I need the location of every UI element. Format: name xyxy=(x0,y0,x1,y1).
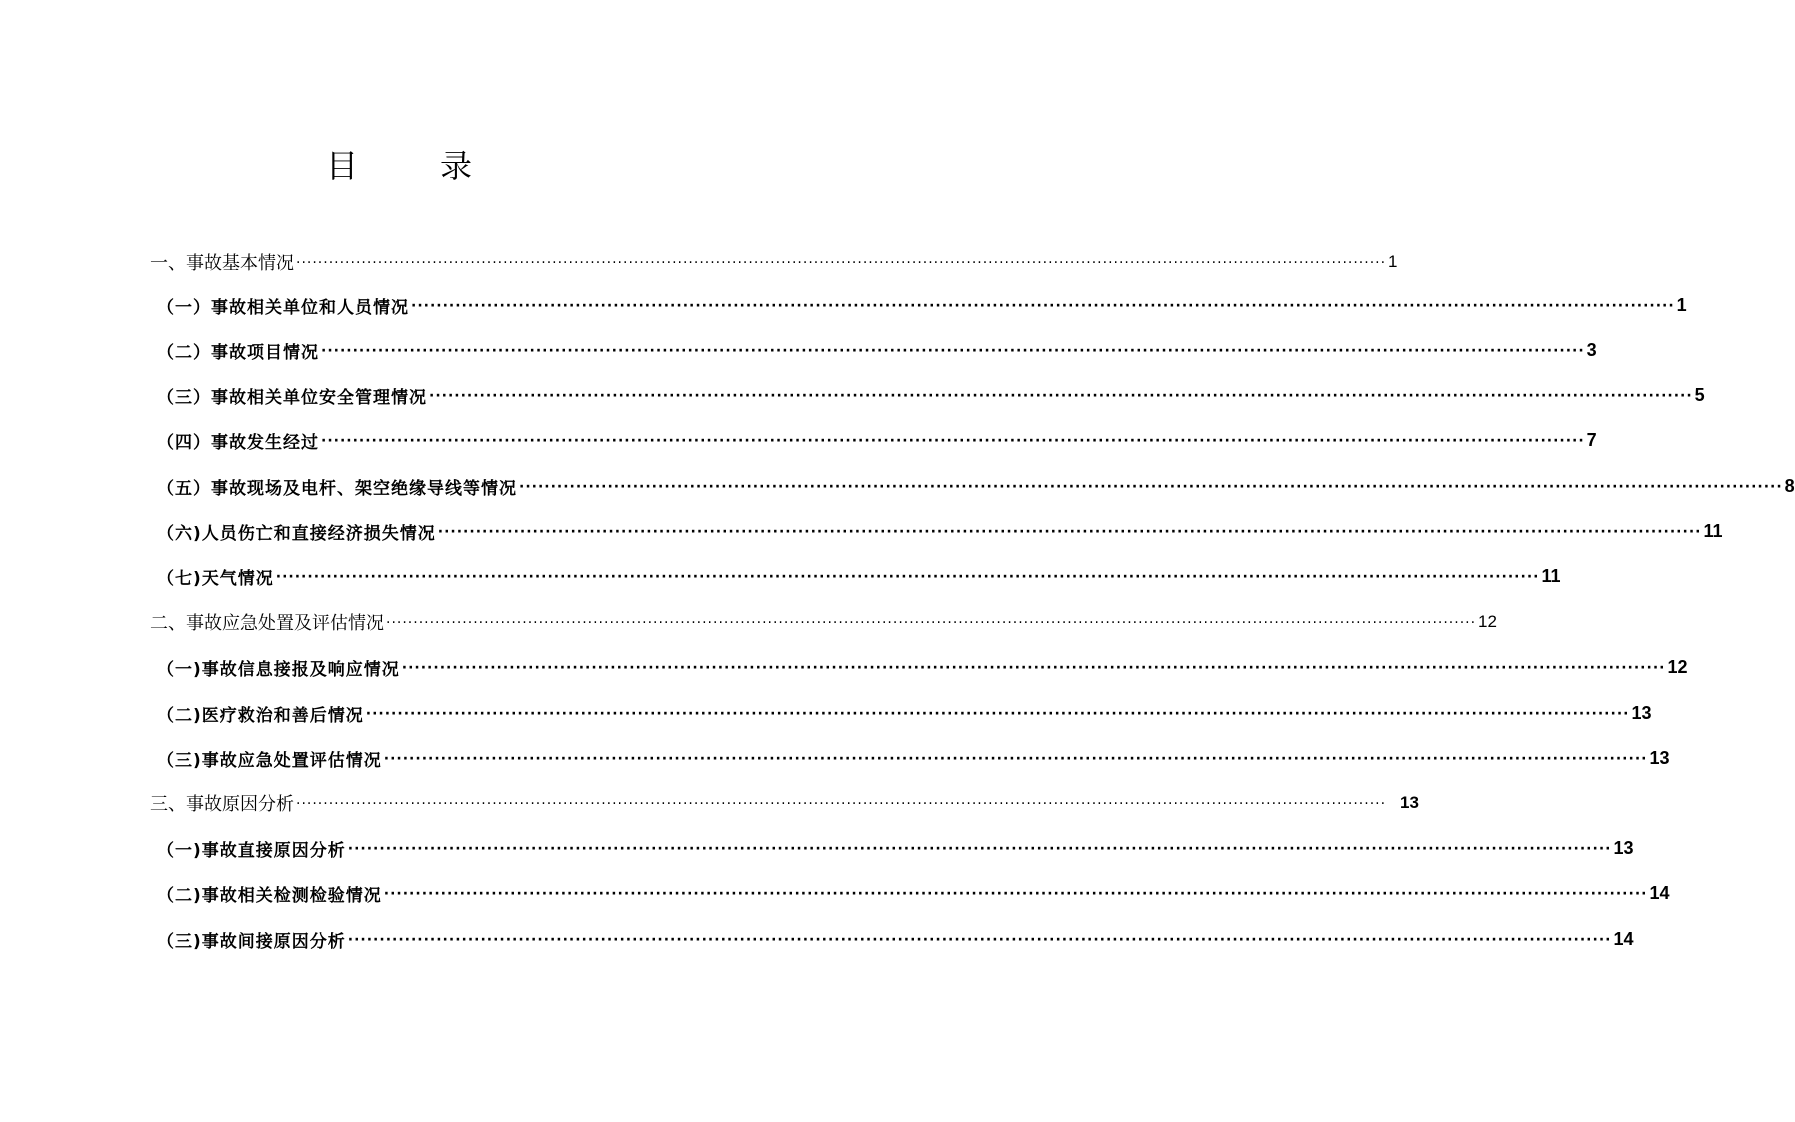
dot-leader: ········································································································································································································ xyxy=(437,524,1702,540)
toc-entry-2-3[interactable] xyxy=(157,744,1670,772)
toc-entry-page: 1 xyxy=(1676,294,1687,315)
dot-leader: ········································································································································································································ xyxy=(347,932,1612,948)
toc-entry-page: 14 xyxy=(1649,882,1670,903)
toc-entry-page: 13 xyxy=(1400,793,1419,812)
toc-entry-1-7[interactable] xyxy=(157,562,1561,590)
dot-leader: ········································································································································································································ xyxy=(411,298,1675,314)
toc-entry-label: （五）事故现场及电杆、架空绝缘导线等情况 xyxy=(157,478,517,499)
toc-entry-label: （三)事故应急处置评估情况 xyxy=(157,750,382,771)
toc-entry-label: （六)人员伤亡和直接经济损失情况 xyxy=(157,523,436,544)
toc-entry-page: 12 xyxy=(1478,612,1497,631)
dot-leader: ········································································································································································································ xyxy=(296,255,1387,271)
toc-entry-section-3[interactable] xyxy=(150,789,1419,817)
toc-entry-page: 11 xyxy=(1703,520,1723,541)
toc-entry-page: 5 xyxy=(1694,384,1705,405)
toc-entry-page: 1 xyxy=(1388,252,1398,271)
toc-entry-page: 11 xyxy=(1541,565,1561,586)
toc-entry-1-4[interactable] xyxy=(157,426,1597,454)
dot-leader: ········································································································································································································ xyxy=(347,841,1612,857)
toc-entry-3-2[interactable] xyxy=(157,879,1670,907)
dot-leader: ········································································································································································································ xyxy=(321,433,1585,449)
toc-entry-1-6[interactable] xyxy=(157,517,1723,545)
toc-entry-page: 3 xyxy=(1586,339,1597,360)
toc-entry-1-5[interactable] xyxy=(157,472,1795,500)
toc-entry-label: （三)事故间接原因分析 xyxy=(157,931,346,952)
dot-leader: ········································································································································································································ xyxy=(296,796,1387,812)
title-char-2: 录 xyxy=(440,147,473,185)
dot-leader: ········································································································································································································ xyxy=(275,569,1540,585)
toc-entry-3-1[interactable] xyxy=(157,834,1634,862)
dot-leader: ········································································································································································································ xyxy=(386,615,1477,631)
toc-entry-page: 12 xyxy=(1667,656,1688,677)
toc-entry-label: （一)事故直接原因分析 xyxy=(157,840,346,861)
toc-entry-label: （二)医疗救治和善后情况 xyxy=(157,705,364,726)
dot-leader: ········································································································································································································ xyxy=(365,706,1630,722)
toc-entry-label: （一）事故相关单位和人员情况 xyxy=(157,297,409,318)
toc-entry-page: 14 xyxy=(1613,928,1634,949)
toc-entry-page: 8 xyxy=(1784,475,1795,496)
toc-entry-label: （七)天气情况 xyxy=(157,568,274,589)
toc-entry-section-1[interactable] xyxy=(150,248,1398,276)
dot-leader: ········································································································································································································ xyxy=(429,388,1693,404)
dot-leader: ········································································································································································································ xyxy=(401,660,1666,676)
toc-entry-label: 二、事故应急处置及评估情况 xyxy=(150,613,384,634)
dot-leader: ········································································································································································································ xyxy=(383,886,1648,902)
toc-entry-page: 13 xyxy=(1613,837,1634,858)
toc-entry-label: （四）事故发生经过 xyxy=(157,432,319,453)
dot-leader: ········································································································································································································ xyxy=(321,343,1585,359)
toc-entry-page: 13 xyxy=(1649,747,1670,768)
toc-entry-2-1[interactable] xyxy=(157,653,1688,681)
toc-entry-1-2[interactable] xyxy=(157,336,1597,364)
dot-leader: ········································································································································································································ xyxy=(383,751,1648,767)
toc-entry-label: （二)事故相关检测检验情况 xyxy=(157,885,382,906)
toc-entry-label: （二）事故项目情况 xyxy=(157,342,319,363)
toc-entry-2-2[interactable] xyxy=(157,699,1652,727)
toc-entry-label: 一、事故基本情况 xyxy=(150,253,294,274)
toc-entry-section-2[interactable] xyxy=(150,608,1497,636)
toc-entry-page: 7 xyxy=(1586,429,1597,450)
toc-entry-1-1[interactable] xyxy=(157,291,1687,319)
toc-entry-page: 13 xyxy=(1631,702,1652,723)
title-char-1: 目 xyxy=(326,147,359,185)
toc-entry-label: 三、事故原因分析 xyxy=(150,794,294,815)
dot-leader: ········································································································································································································ xyxy=(519,479,1783,495)
toc-entry-label: （一)事故信息接报及响应情况 xyxy=(157,659,400,680)
toc-entry-1-3[interactable] xyxy=(157,381,1705,409)
toc-entry-label: （三）事故相关单位安全管理情况 xyxy=(157,387,427,408)
toc-entry-3-3[interactable] xyxy=(157,925,1634,953)
